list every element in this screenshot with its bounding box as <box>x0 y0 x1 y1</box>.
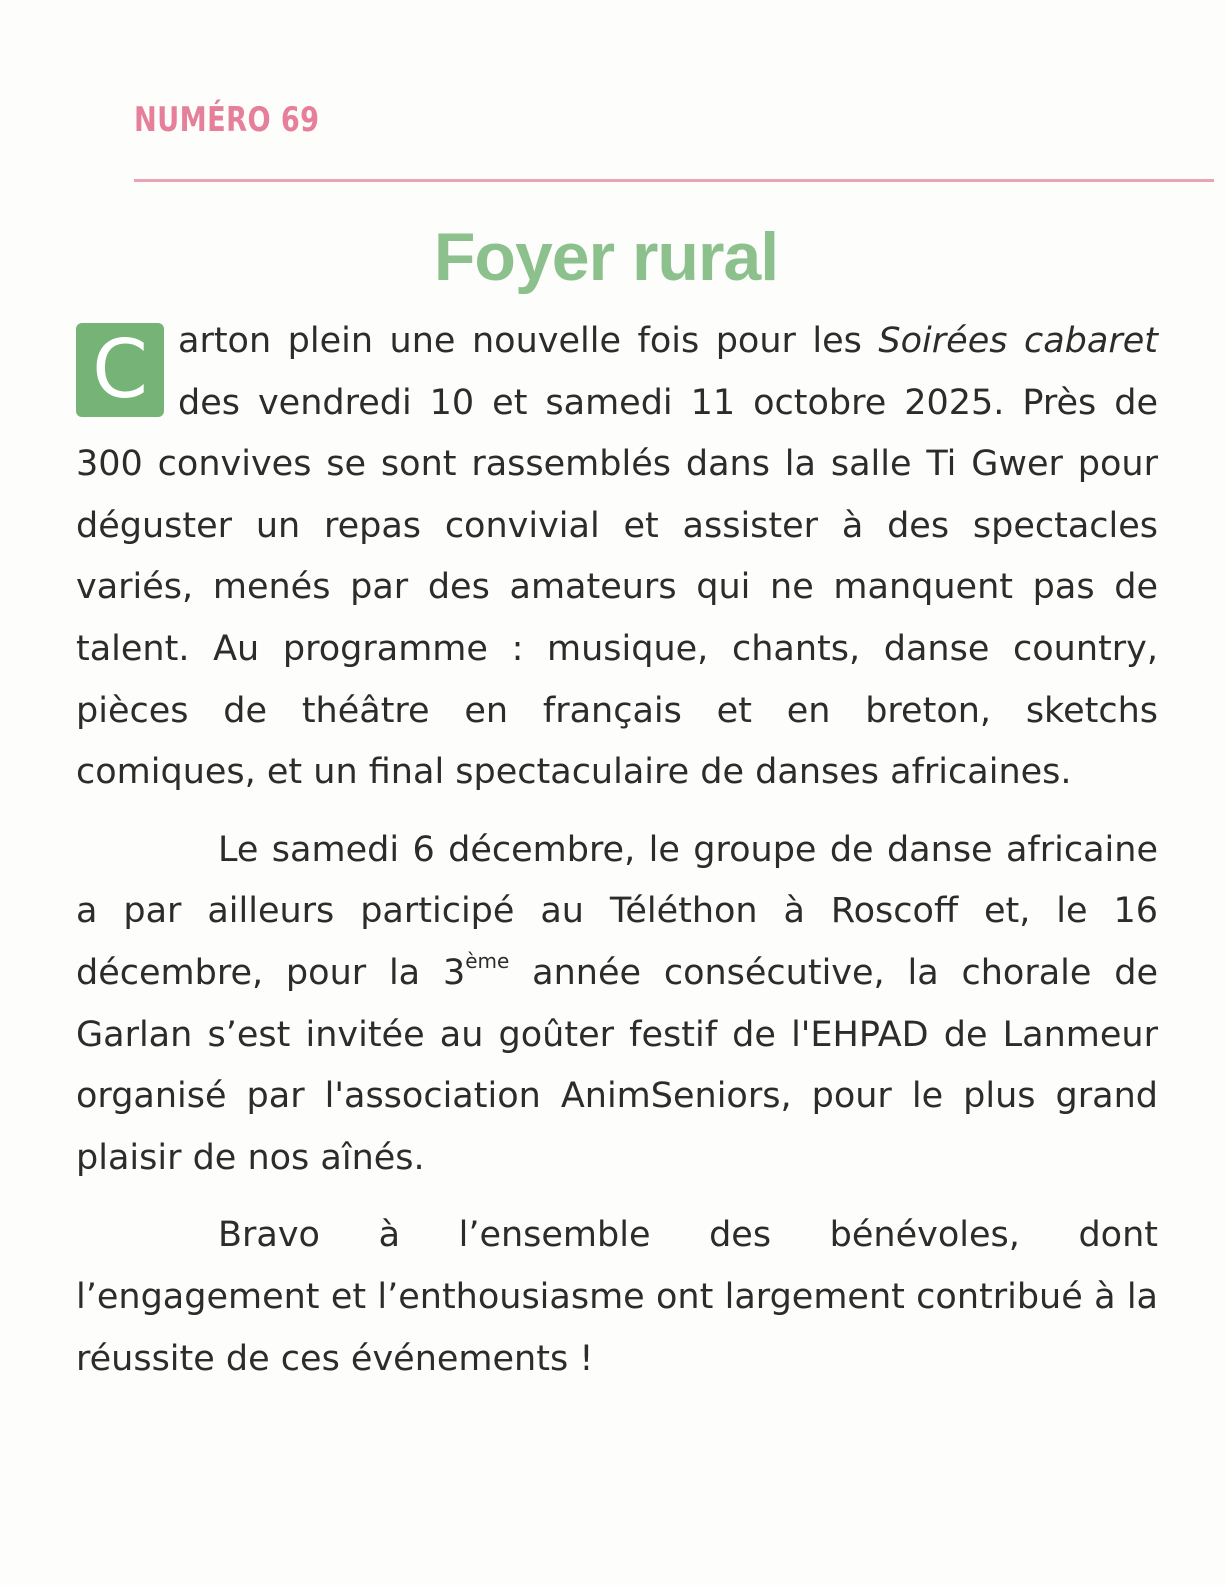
article-title: Foyer rural <box>433 219 779 295</box>
issue-number: NUMÉRO 69 <box>134 100 320 140</box>
paragraph-1-text-start: arton plein une nouvelle fois pour les <box>178 321 879 361</box>
paragraph-1 <box>76 311 1158 804</box>
article-body <box>76 311 1158 1390</box>
ordinal-superscript: ème <box>465 948 510 973</box>
paragraph-1-text-end: des vendredi 10 et samedi 11 octobre 2025. Près de 300 convives se sont rassemblés dans la salle Ti Gwer pour déguster un repas convivial et assister à des spectacles variés, menés par des amateurs qui ne manquent pas de talent. Au programme : musique, chants, danse country, pièces de théâtre en français et en breton, sketchs comiques, et un final spectaculaire de danses africaines. <box>76 382 1158 793</box>
paragraph-3: Bravo à l’ensemble des bénévoles, dont l’engagement et l’enthousiasme ont largement contribué à la réussite de ces événements ! <box>76 1215 1158 1379</box>
header-divider <box>134 179 1214 182</box>
paragraph-2-text-end: année consécutive, la chorale de Garlan s’est invitée au goûter festif de l'EHPAD de Lanmeur organisé par l'association AnimSeniors, pour le plus grand plaisir de nos aînés. <box>76 952 1158 1178</box>
paragraph-2 <box>76 820 1158 1190</box>
drop-cap: C <box>76 323 164 417</box>
paragraph-2-text-start: Le samedi 6 décembre, le groupe de danse africaine a par ailleurs participé au Téléthon à Roscoff et, le 16 décembre, pour la 3 <box>76 829 1158 993</box>
paragraph-1-italic: Soirées cabaret <box>878 321 1158 361</box>
